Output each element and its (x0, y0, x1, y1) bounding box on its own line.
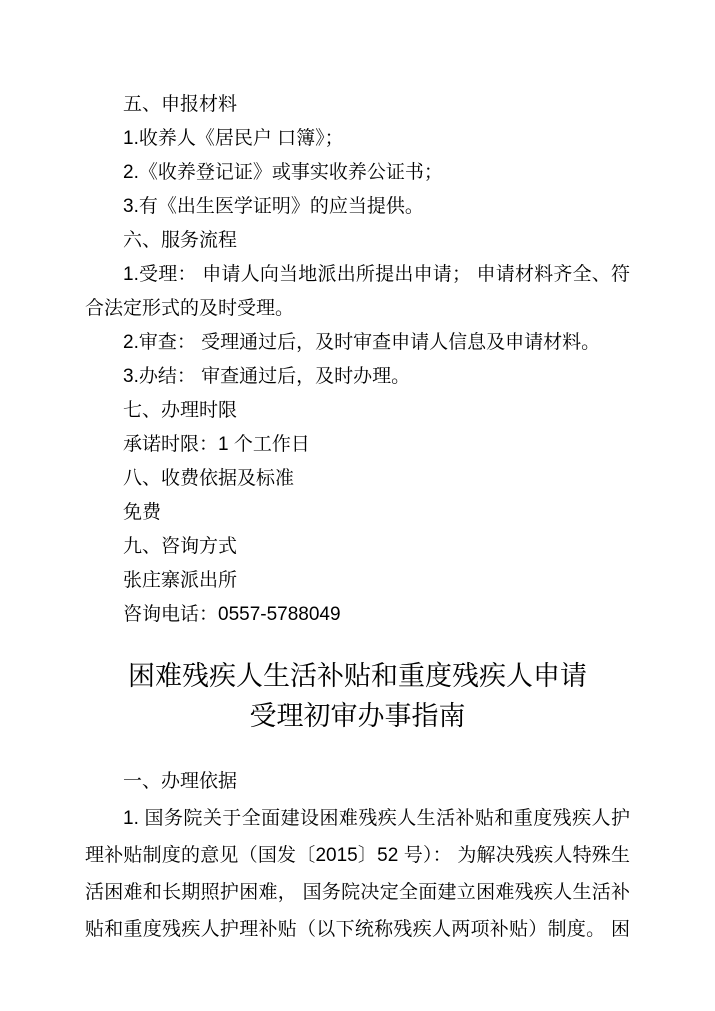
fee-free-label: 免费 (123, 502, 162, 523)
basis-paragraph-line-1: 1. 国务院关于全面建设困难残疾人生活补贴和重度残疾人护 (123, 808, 630, 829)
section-heading-fees: 八、收费依据及标准 (123, 468, 295, 489)
document-title (85, 656, 630, 736)
section-heading-process: 六、服务流程 (123, 230, 238, 251)
section-heading-time-limit: 七、办理时限 (123, 400, 238, 421)
process-step-1-line-2: 合法定形式的及时受理。 (85, 298, 295, 319)
material-item-2: 2.《收养登记证》或事实收养公证书； (123, 162, 443, 183)
process-step-3: 3.办结： 审查通过后，及时办理。 (123, 366, 411, 387)
section-heading-contact: 九、咨询方式 (123, 536, 238, 557)
basis-paragraph-line-2: 理补贴制度的意见（国发〔2015〕52 号）： 为解决残疾人特殊生 (85, 845, 630, 866)
material-item-3: 3.有《出生医学证明》的应当提供。 (123, 196, 424, 217)
contact-office-name: 张庄寨派出所 (123, 570, 238, 591)
document-title-line-1: 困难残疾人生活补贴和重度残疾人申请 (128, 661, 587, 691)
process-step-2: 2.审查： 受理通过后，及时审查申请人信息及申请材料。 (123, 332, 601, 353)
promised-time-limit: 承诺时限：1 个工作日 (123, 434, 310, 455)
basis-paragraph-line-4: 贴和重度残疾人护理补贴（以下统称残疾人两项补贴）制度。 困 (85, 919, 630, 940)
previous-guide-tail-section (85, 88, 630, 632)
new-guide-body-section (85, 763, 630, 948)
contact-phone-number: 咨询电话：0557-5788049 (123, 604, 341, 625)
basis-paragraph-line-3: 活困难和长期照护困难， 国务院决定全面建立困难残疾人生活补 (85, 882, 630, 903)
section-heading-basis: 一、办理依据 (123, 771, 238, 792)
section-heading-materials: 五、申报材料 (123, 94, 238, 115)
material-item-1: 1.收养人《居民户 口簿》； (123, 128, 344, 149)
document-title-line-2: 受理初审办事指南 (249, 701, 466, 731)
process-step-1-line-1: 1.受理： 申请人向当地派出所提出申请； 申请材料齐全、符 (123, 264, 630, 285)
